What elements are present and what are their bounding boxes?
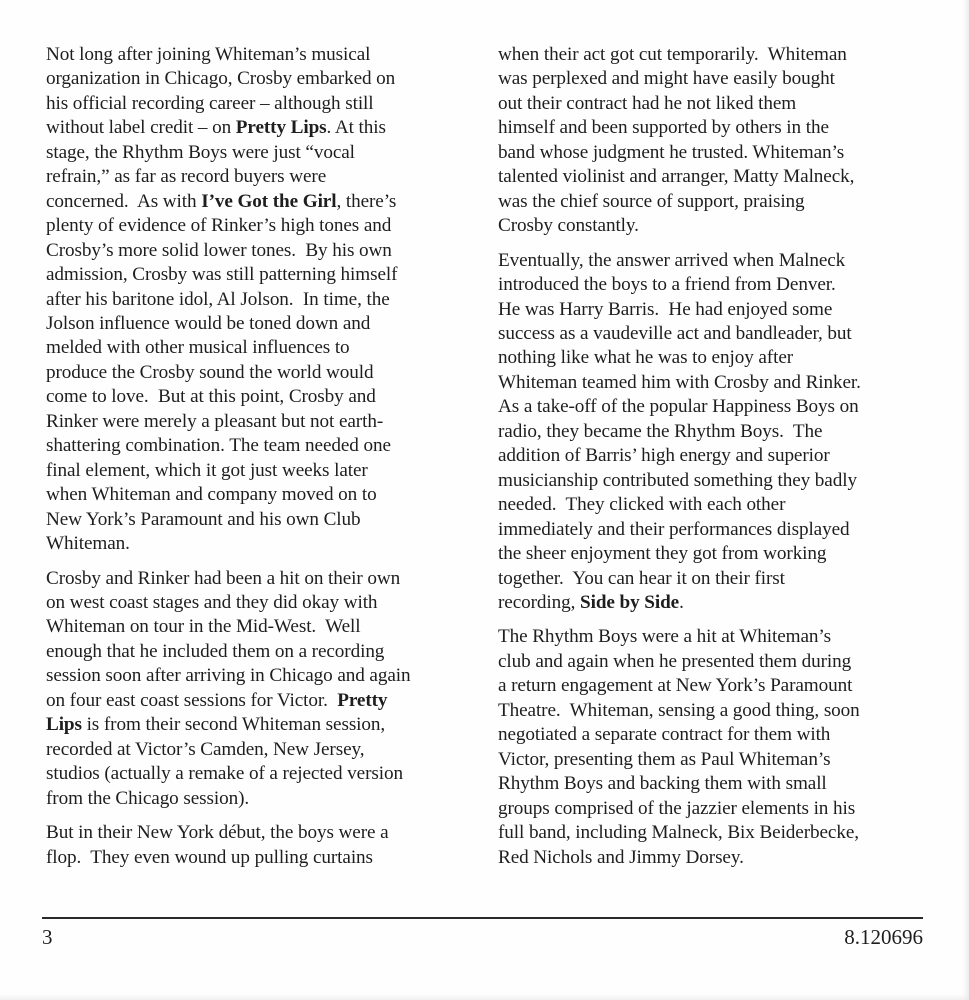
text-segment: stage, the Rhythm Boys were just “vocal [46,141,355,163]
text-segment: Rhythm Boys and backing them with small [498,773,827,795]
text-line [46,336,486,360]
text-line [498,67,938,91]
text-line [498,821,938,845]
text-segment: needed. They clicked with each other [498,494,786,516]
text-line [498,165,938,189]
text-line [46,67,486,91]
text-segment: As a take-off of the popular Happiness Boys on [498,396,859,418]
text-segment: musicianship contributed something they badly [498,469,857,491]
song-title: Pretty [337,689,388,711]
text-line [46,689,486,713]
text-segment: . [679,591,684,613]
text-line [46,846,486,870]
text-line [46,787,486,811]
text-line [498,322,938,346]
text-segment: produce the Crosby sound the world would [46,361,374,383]
text-segment: Whiteman teamed him with Crosby and Rinker. [498,371,861,393]
text-line [46,615,486,639]
text-segment: was the chief source of support, praising [498,190,805,212]
text-segment: band whose judgment he trusted. Whiteman’s [498,141,845,163]
text-segment: come to love. But at this point, Crosby and [46,386,376,408]
text-line [498,493,938,517]
text-line [498,116,938,140]
text-line [498,650,938,674]
text-segment: on four east coast sessions for Victor. [46,689,338,711]
text-segment: talented violinist and arranger, Matty Malneck, [498,166,855,188]
song-title: Side by Side [580,591,680,613]
text-line [498,395,938,419]
text-line [498,674,938,698]
paragraph [46,43,486,557]
text-line [46,434,486,458]
text-line [498,567,938,591]
paragraph [46,567,486,812]
text-segment: Theatre. Whiteman, sensing a good thing, soon [498,699,860,721]
text-line [46,483,486,507]
text-segment: on west coast stages and they did okay with [46,591,378,613]
text-line [46,214,486,238]
text-line [498,346,938,370]
text-line [46,190,486,214]
song-title: Pretty Lips [235,117,327,139]
text-segment: melded with other musical influences to [46,337,350,359]
text-line [498,141,938,165]
text-segment: Not long after joining Whiteman’s musical [46,44,371,65]
page-bottom-shadow [0,994,969,1000]
text-segment: full band, including Malneck, Bix Beiderbecke, [498,822,859,844]
text-segment: Jolson influence would be toned down and [46,312,371,334]
paragraph [46,821,486,870]
text-segment: Crosby constantly. [498,215,639,237]
text-segment: together. You can hear it on their first [498,567,785,589]
text-segment: admission, Crosby was still patterning himself [46,264,398,286]
text-line [498,371,938,395]
text-line [498,298,938,322]
text-segment: final element, which it got just weeks later [46,459,368,481]
text-line [498,420,938,444]
text-segment: introduced the boys to a friend from Denver. [498,274,836,296]
text-line [46,92,486,116]
page-number: 3 [42,925,53,949]
text-segment: without label credit – on [46,117,236,139]
text-line [46,43,486,67]
text-segment: Whiteman. [46,533,130,555]
text-segment: Rinker were merely a pleasant but not earth- [46,410,384,432]
text-line [498,43,938,67]
text-segment: refrain,” as far as record buyers were [46,166,327,188]
text-line [46,640,486,664]
text-segment: success as a vaudeville act and bandleader, but [498,322,852,344]
text-line [46,821,486,845]
text-line [498,797,938,821]
text-line [46,288,486,312]
footer-rule [42,917,923,919]
text-segment: Red Nichols and Jimmy Dorsey. [498,846,744,868]
text-segment: flop. They even wound up pulling curtains [46,846,373,868]
text-segment: session soon after arriving in Chicago and again [46,665,411,687]
text-line [498,699,938,723]
text-segment: when their act got cut temporarily. Whiteman [498,44,847,65]
text-line [498,92,938,116]
text-line [46,664,486,688]
text-line [46,385,486,409]
paragraph [498,625,938,870]
text-line [498,542,938,566]
text-segment: when Whiteman and company moved on to [46,484,377,506]
song-title: Lips [46,714,82,736]
page-edge-shadow [963,0,969,1000]
text-segment: plenty of evidence of Rinker’s high tones and [46,215,392,237]
paragraph [498,43,938,239]
text-segment: Crosby and Rinker had been a hit on their own [46,567,401,589]
text-segment: shattering combination. The team needed one [46,435,391,457]
text-line [498,723,938,747]
right-column [498,43,938,880]
text-line [46,239,486,263]
text-line [498,772,938,796]
text-line [46,713,486,737]
text-line [46,165,486,189]
text-segment: Whiteman on tour in the Mid-West. Well [46,616,361,638]
text-segment: organization in Chicago, Crosby embarked on [46,68,396,90]
text-line [46,141,486,165]
text-line [46,532,486,556]
text-line [46,567,486,591]
text-line [498,190,938,214]
text-line [498,518,938,542]
text-segment: , there’s [336,190,397,212]
text-segment: himself and been supported by others in the [498,117,829,139]
song-title: I’ve Got the Girl [201,190,337,212]
text-line [498,748,938,772]
text-line [46,762,486,786]
text-segment: concerned. As with [46,190,202,212]
text-segment: Crosby’s more solid lower tones. By his own [46,239,392,261]
text-line [46,410,486,434]
text-segment: He was Harry Barris. He had enjoyed some [498,298,833,320]
text-line [498,469,938,493]
text-line [46,508,486,532]
text-line [498,846,938,870]
text-segment: addition of Barris’ high energy and superior [498,445,830,467]
text-segment: . At this [326,117,386,139]
text-segment: radio, they became the Rhythm Boys. The [498,420,823,442]
text-segment: But in their New York début, the boys were a [46,822,389,844]
text-segment: immediately and their performances displayed [498,518,850,540]
text-line [498,214,938,238]
text-segment: enough that he included them on a recording [46,640,385,662]
text-segment: groups comprised of the jazzier elements in his [498,797,856,819]
text-line [46,591,486,615]
text-line [498,273,938,297]
text-line [498,444,938,468]
text-segment: club and again when he presented them during [498,650,852,672]
text-segment: after his baritone idol, Al Jolson. In time, the [46,288,390,310]
text-segment: nothing like what he was to enjoy after [498,347,794,369]
text-segment: is from their second Whiteman session, [81,714,386,736]
text-line [498,625,938,649]
text-segment: Victor, presenting them as Paul Whiteman’s [498,748,831,770]
text-segment: negotiated a separate contract for them with [498,724,831,746]
text-segment: The Rhythm Boys were a hit at Whiteman’s [498,626,831,648]
text-segment: Eventually, the answer arrived when Malneck [498,249,846,271]
text-segment: the sheer enjoyment they got from working [498,543,827,565]
text-segment: a return engagement at New York’s Paramount [498,675,853,697]
text-segment: recorded at Victor’s Camden, New Jersey, [46,738,365,760]
text-line [46,263,486,287]
text-segment: recording, [498,591,581,613]
text-segment: from the Chicago session). [46,787,250,809]
catalog-number: 8.120696 [844,925,923,949]
text-segment: out their contract had he not liked them [498,92,797,114]
text-line [46,116,486,140]
text-line [498,249,938,273]
text-line [498,591,938,615]
text-line [46,312,486,336]
text-segment: his official recording career – although still [46,92,374,114]
left-column [46,43,486,880]
text-segment: was perplexed and might have easily bought [498,68,835,90]
text-line [46,361,486,385]
text-segment: studios (actually a remake of a rejected version [46,763,403,785]
text-segment: New York’s Paramount and his own Club [46,508,361,530]
text-line [46,738,486,762]
text-line [46,459,486,483]
paragraph [498,249,938,616]
